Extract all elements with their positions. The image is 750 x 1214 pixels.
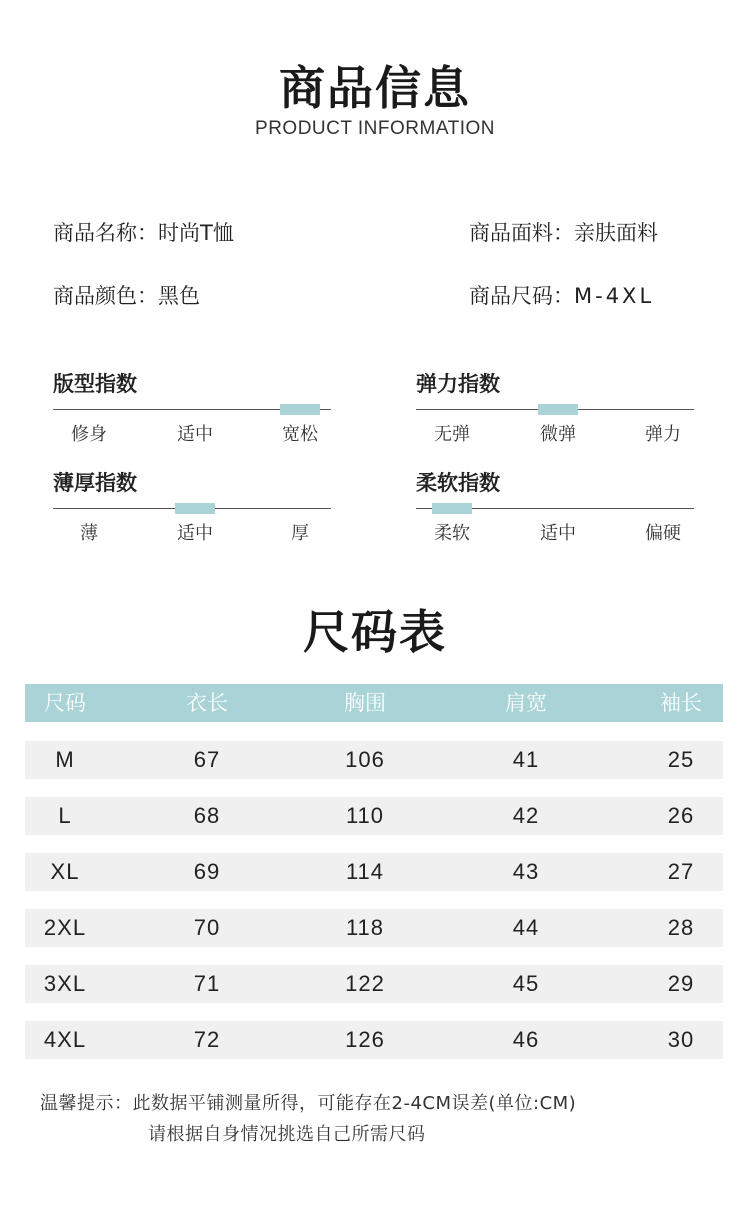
scale-label: 无弹 bbox=[434, 424, 470, 445]
size-table-header bbox=[25, 684, 723, 722]
cell-shoulder: 44 bbox=[512, 915, 540, 940]
cell-length: 67 bbox=[193, 747, 221, 772]
cell-size: XL bbox=[50, 859, 80, 884]
index-thickness bbox=[53, 467, 353, 557]
table-row bbox=[25, 1021, 723, 1059]
cell-size: M bbox=[55, 747, 75, 772]
index-title: 版型指数 bbox=[53, 372, 137, 396]
index-title: 弹力指数 bbox=[416, 372, 500, 396]
header-size: 尺码 bbox=[44, 691, 86, 715]
product-name-label: 商品名称： bbox=[53, 221, 158, 245]
cell-size: L bbox=[58, 803, 72, 828]
cell-size: 2XL bbox=[43, 915, 87, 940]
cell-chest: 118 bbox=[345, 915, 385, 940]
product-size-value: M-4XL bbox=[574, 284, 655, 308]
scale-label: 适中 bbox=[177, 424, 213, 445]
scale-label: 微弹 bbox=[540, 424, 576, 445]
cell-shoulder: 41 bbox=[512, 747, 540, 772]
note-line-2: 请根据自身情况挑选自己所需尺码 bbox=[148, 1124, 426, 1145]
scale-label: 薄 bbox=[80, 523, 98, 544]
size-chart-title: 尺码表 bbox=[303, 605, 447, 659]
cell-length: 71 bbox=[193, 971, 221, 996]
scale-label: 适中 bbox=[177, 523, 213, 544]
scale-indicator bbox=[432, 503, 472, 514]
cell-length: 69 bbox=[193, 859, 221, 884]
cell-chest: 106 bbox=[345, 747, 385, 772]
table-row bbox=[25, 853, 723, 891]
cell-length: 72 bbox=[193, 1027, 221, 1052]
scale-label: 弹力 bbox=[645, 424, 681, 445]
index-title: 薄厚指数 bbox=[53, 471, 137, 495]
cell-sleeve: 28 bbox=[667, 915, 695, 940]
index-softness bbox=[416, 467, 716, 557]
product-fabric bbox=[469, 217, 658, 247]
cell-sleeve: 30 bbox=[667, 1027, 695, 1052]
cell-sleeve: 29 bbox=[667, 971, 695, 996]
scale-label: 柔软 bbox=[434, 523, 470, 544]
cell-length: 70 bbox=[193, 915, 221, 940]
cell-chest: 110 bbox=[345, 803, 385, 828]
cell-shoulder: 42 bbox=[512, 803, 540, 828]
index-elasticity bbox=[416, 368, 716, 458]
product-fabric-value: 亲肤面料 bbox=[574, 221, 658, 245]
cell-shoulder: 45 bbox=[512, 971, 540, 996]
table-row bbox=[25, 909, 723, 947]
index-fit bbox=[53, 368, 353, 458]
product-name-value: 时尚T恤 bbox=[158, 221, 234, 245]
index-title: 柔软指数 bbox=[416, 471, 500, 495]
cell-sleeve: 26 bbox=[667, 803, 695, 828]
cell-shoulder: 43 bbox=[512, 859, 540, 884]
product-color-label: 商品颜色： bbox=[53, 284, 158, 308]
product-size bbox=[469, 280, 654, 310]
cell-sleeve: 27 bbox=[667, 859, 695, 884]
scale-label: 宽松 bbox=[282, 424, 318, 445]
page-subtitle: PRODUCT INFORMATION bbox=[255, 118, 495, 139]
product-name bbox=[53, 217, 234, 247]
table-row bbox=[25, 741, 723, 779]
scale-indicator bbox=[280, 404, 320, 415]
scale-indicator bbox=[175, 503, 215, 514]
table-row bbox=[25, 797, 723, 835]
header-shoulder: 肩宽 bbox=[505, 691, 547, 715]
cell-chest: 114 bbox=[345, 859, 385, 884]
product-color-value: 黑色 bbox=[158, 284, 200, 308]
cell-shoulder: 46 bbox=[512, 1027, 540, 1052]
cell-chest: 122 bbox=[345, 971, 385, 996]
scale-label: 修身 bbox=[71, 424, 107, 445]
cell-length: 68 bbox=[193, 803, 221, 828]
scale-indicator bbox=[538, 404, 578, 415]
cell-size: 3XL bbox=[43, 971, 87, 996]
header-sleeve: 袖长 bbox=[660, 691, 702, 715]
cell-size: 4XL bbox=[43, 1027, 87, 1052]
header-length: 衣长 bbox=[186, 691, 228, 715]
product-color bbox=[53, 280, 200, 310]
header-chest: 胸围 bbox=[344, 691, 386, 715]
scale-label: 偏硬 bbox=[645, 523, 681, 544]
page-title: 商品信息 bbox=[279, 61, 471, 115]
cell-sleeve: 25 bbox=[667, 747, 695, 772]
product-fabric-label: 商品面料： bbox=[469, 221, 574, 245]
scale-label: 厚 bbox=[291, 523, 309, 544]
table-row bbox=[25, 965, 723, 1003]
note-line-1: 温馨提示：此数据平铺测量所得，可能存在2-4CM误差(单位:CM) bbox=[40, 1093, 577, 1114]
scale-label: 适中 bbox=[540, 523, 576, 544]
product-size-label: 商品尺码： bbox=[469, 284, 574, 308]
cell-chest: 126 bbox=[345, 1027, 385, 1052]
